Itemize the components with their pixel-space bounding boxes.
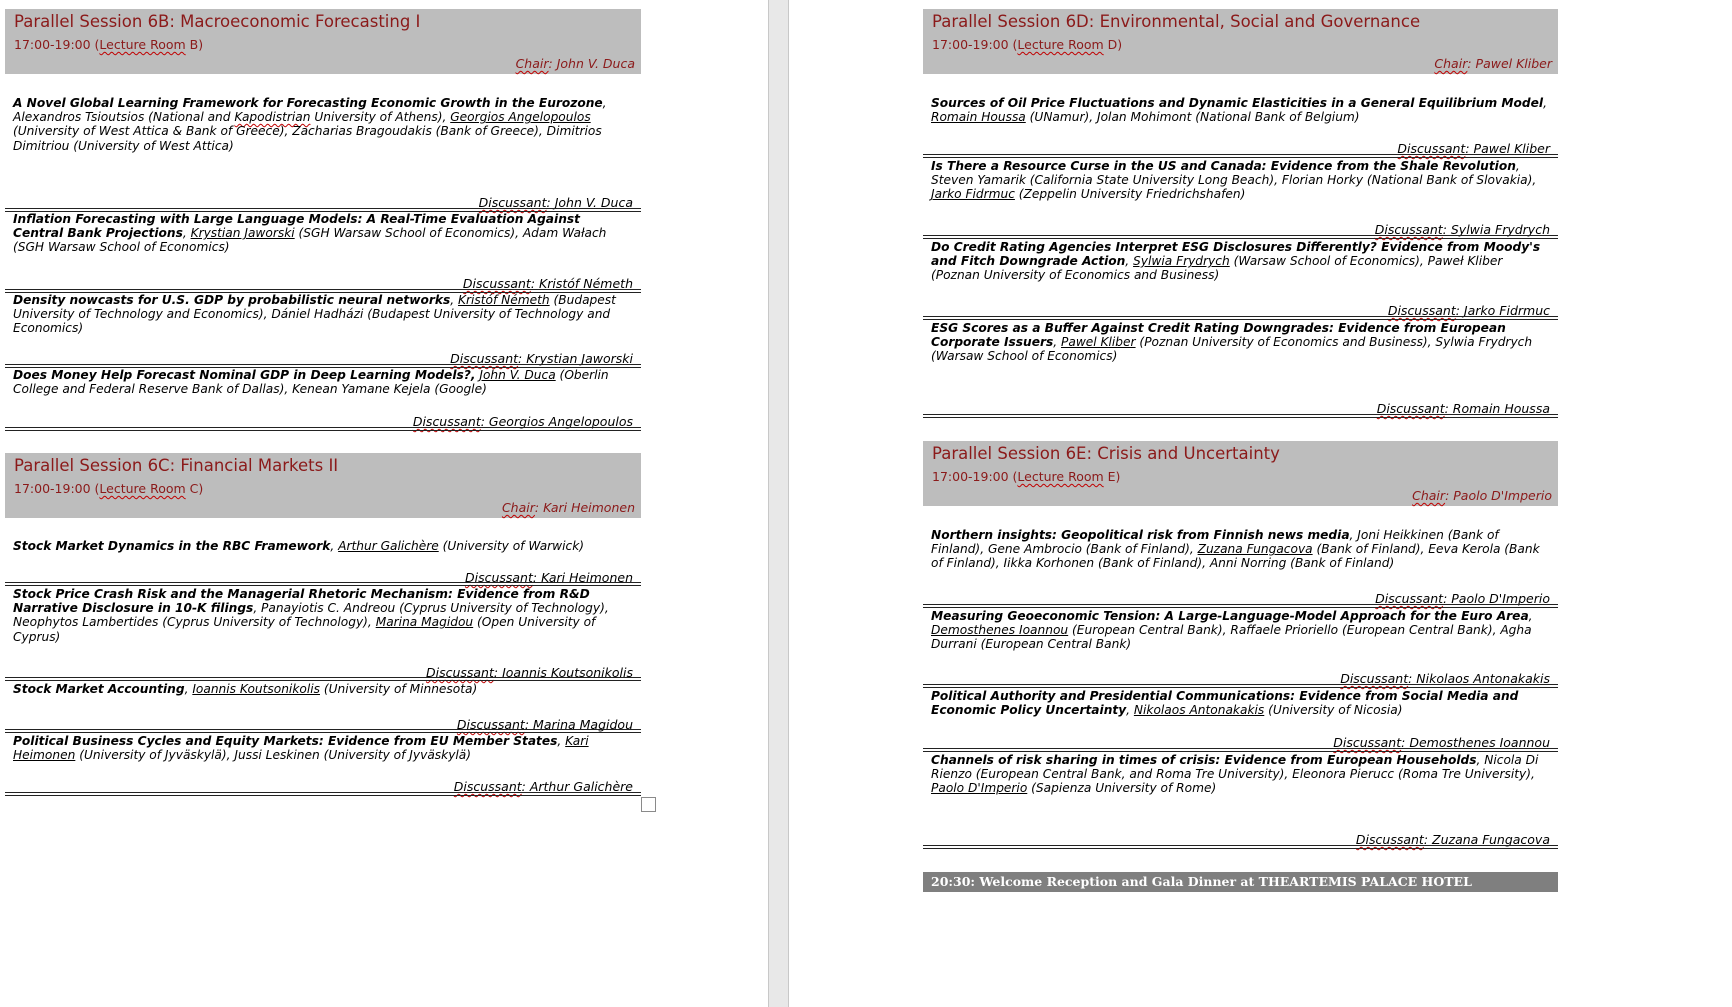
discussant: Discussant: Kristóf Németh [462,276,633,291]
presenter-name: Demosthenes Ioannou [931,623,1069,638]
session-6e [923,441,1558,861]
room-label: Lecture Room [99,481,186,496]
separator [923,684,1558,688]
room-label: Lecture Room [1017,37,1104,52]
paper-entry: Does Money Help Forecast Nominal GDP in Deep Learning Models?, John V. Duca (Oberlin College and Federal Reserve Bank of Dallas), Kenean Yamane Kejela (Google) [13,368,609,397]
paper-title: Does Money Help Forecast Nominal GDP in Deep Learning Models?, [13,368,476,382]
session-chair: Chair: Pawel Kliber [1434,56,1552,71]
paper-title: Inflation Forecasting with Large Language Models: A Real-Time Evaluation Against Central Bank Projections [13,212,580,241]
paper-title: Measuring Geoeconomic Tension: A Large-Language-Model Approach for the Euro Area [931,609,1529,623]
paper-entry: Stock Market Accounting, Ioannis Koutsonikolis (University of Minnesota) [13,682,478,696]
discussant: Discussant: Pawel Kliber [1397,141,1550,156]
presenter-name: Kari Heimonen [13,734,589,763]
session-chair: Chair: Kari Heimonen [501,500,635,515]
session-6b [5,9,641,429]
paper-entry: Political Business Cycles and Equity Markets: Evidence from EU Member States, Kari Heimonen (University of Jyväskylä), Jussi Leskinen (University of Jyväskylä) [13,734,589,763]
discussant: Discussant: Sylwia Frydrych [1374,222,1550,237]
paper-title: Northern insights: Geopolitical risk from Finnish news media [931,528,1350,542]
separator [5,792,641,796]
separator [923,154,1558,158]
session-header [923,441,1558,506]
separator [5,729,641,733]
paper-entry: Sources of Oil Price Fluctuations and Dynamic Elasticities in a General Equilibrium Model, Romain Houssa (UNamur), Jolan Mohimont (National Bank of Belgium) [931,96,1547,125]
discussant: Discussant: Demosthenes Ioannou [1333,735,1550,750]
discussant: Discussant: Marina Magidou [456,717,633,732]
presenter-name: Kristóf Németh [457,293,550,307]
discussant: Discussant: Paolo D'Imperio [1375,591,1550,606]
separator [923,845,1558,849]
paper-title: Sources of Oil Price Fluctuations and Dynamic Elasticities in a General Equilibrium Model [931,96,1544,110]
presenter-name: Arthur Galichère [338,539,439,553]
discussant: Discussant: Nikolaos Antonakakis [1340,671,1550,686]
presenter-name: Marina Magidou [375,615,474,630]
discussant: Discussant: Krystian Jaworski [450,351,633,366]
paper-entry: A Novel Global Learning Framework for Forecasting Economic Growth in the Eurozone, Alexandros Tsioutsios (National and Kapodistrian University of Athens), Georgios Angelopoulos (University of West Attica & Bank of Greece), Zacharias Bragoudakis (Bank of Greece), Dimitrios Dimitriou (University of West Attica) [13,96,607,153]
paper-title: ESG Scores as a Buffer Against Credit Rating Downgrades: Evidence from European Corporate Issuers [931,321,1506,350]
separator [923,604,1558,608]
paper-entry: Channels of risk sharing in times of crisis: Evidence from European Households, Nicola Di Rienzo (European Central Bank, and Roma Tre University), Eleonora Pierucc (Roma Tre University), Paolo D'Imperio (Sapienza University of Rome) [931,753,1539,796]
session-header [923,9,1558,74]
paper-title: Do Credit Rating Agencies Interpret ESG Disclosures Differently? Evidence from Moody's and Fitch Downgrade Action [931,240,1541,269]
session-title: Parallel Session 6B: Macroeconomic Forecasting I [14,12,421,31]
table-resize-handle[interactable] [641,797,656,812]
presenter-name: Krystian Jaworski [190,226,295,241]
session-chair: Chair: John V. Duca [515,56,635,71]
paper-title: Is There a Resource Curse in the US and Canada: Evidence from the Shale Revolution [931,159,1516,173]
separator [923,316,1558,320]
paper-entry: Measuring Geoeconomic Tension: A Large-Language-Model Approach for the Euro Area, Demosthenes Ioannou (European Central Bank), Raffaele Prioriello (European Central Bank), Agha Durrani (European Central Bank) [931,609,1533,652]
discussant: Discussant: John V. Duca [478,195,633,210]
separator [5,582,641,586]
session-chair: Chair: Paolo D'Imperio [1412,488,1552,503]
separator [5,677,641,681]
gala-dinner-banner: 20:30: Welcome Reception and Gala Dinner at THEARTEMIS PALACE HOTEL [923,872,1558,892]
paper-entry: Is There a Resource Curse in the US and Canada: Evidence from the Shale Revolution, Steven Yamarik (California State University Long Beach), Florian Horky (National Bank of Slovakia), Jarko Fidrmuc (Zeppelin University Friedrichshafen) [931,159,1537,202]
session-title: Parallel Session 6C: Financial Markets II [14,456,339,475]
session-time: 17:00-19:00 (Lecture Room D) [932,37,1123,52]
paper-entry: Northern insights: Geopolitical risk from Finnish news media, Joni Heikkinen (Bank of Finland), Gene Ambrocio (Bank of Finland), Zuzana Fungacova (Bank of Finland), Eeva Kerola (Bank of Finland), Iikka Korhonen (Bank of Finland), Anni Norring (Bank of Finland) [931,528,1540,571]
presenter-name: Paolo D'Imperio [931,781,1028,796]
session-header [5,9,641,74]
discussant: Discussant: Arthur Galichère [453,779,633,794]
paper-entry: Stock Price Crash Risk and the Managerial Rhetoric Mechanism: Evidence from R&D Narrative Disclosure in 10-K filings, Panayiotis C. Andreou (Cyprus University of Technology), Neophytos Lambertides (Cyprus University of Technology), Marina Magidou (Open University of Cyprus) [13,587,609,644]
presenter-name: Zuzana Fungacova [1197,542,1313,557]
session-title: Parallel Session 6E: Crisis and Uncertainty [932,444,1280,463]
paper-entry: Political Authority and Presidential Communications: Evidence from Social Media and Economic Policy Uncertainty, Nikolaos Antonakakis (University of Nicosia) [931,689,1519,718]
session-header [5,453,641,518]
paper-entry: Stock Market Dynamics in the RBC Framework, Arthur Galichère (University of Warwick) [13,539,585,553]
session-time: 17:00-19:00 (Lecture Room E) [932,469,1121,484]
discussant: Discussant: Ioannis Koutsonikolis [425,665,633,680]
session-time: 17:00-19:00 (Lecture Room C) [14,481,204,496]
presenter-name: Ioannis Koutsonikolis [192,682,320,696]
session-title: Parallel Session 6D: Environmental, Social and Governance [932,12,1421,31]
presenter-name: Romain Houssa [931,110,1026,125]
paper-title: A Novel Global Learning Framework for Forecasting Economic Growth in the Eurozone [13,96,603,110]
paper-title: Stock Market Dynamics in the RBC Framework [13,539,331,553]
presenter-name: Pawel Kliber [1061,335,1136,350]
paper-entry: Density nowcasts for U.S. GDP by probabilistic neural networks, Kristóf Németh (Budapest University of Technology and Economics), Dániel Hadházi (Budapest University of Technology and Economics) [13,293,616,336]
discussant: Discussant: Zuzana Fungacova [1355,832,1550,847]
presenter-name: Georgios Angelopoulos [450,110,591,125]
presenter-name: Nikolaos Antonakakis [1133,703,1265,718]
discussant: Discussant: Kari Heimonen [464,570,633,585]
session-time: 17:00-19:00 (Lecture Room B) [14,37,204,52]
paper-entry: Do Credit Rating Agencies Interpret ESG Disclosures Differently? Evidence from Moody's and Fitch Downgrade Action, Sylwia Frydrych (Warsaw School of Economics), Paweł Kliber (Poznan University of Economics and Business) [931,240,1541,283]
paper-title: Stock Market Accounting [13,682,185,696]
paper-title: Channels of risk sharing in times of crisis: Evidence from European Households [931,753,1477,767]
session-6d [923,9,1558,419]
paper-title: Stock Price Crash Risk and the Managerial Rhetoric Mechanism: Evidence from R&D Narrative Disclosure in 10-K filings [13,587,590,616]
paper-title: Political Authority and Presidential Communications: Evidence from Social Media and Economic Policy Uncertainty [931,689,1519,718]
paper-entry: Inflation Forecasting with Large Language Models: A Real-Time Evaluation Against Central Bank Projections, Krystian Jaworski (SGH Warsaw School of Economics), Adam Wałach (SGH Warsaw School of Economics) [13,212,607,255]
room-label: Lecture Room [99,37,186,52]
session-6c [5,453,641,798]
room-label: Lecture Room [1017,469,1104,484]
separator [923,748,1558,752]
discussant: Discussant: Romain Houssa [1376,401,1550,416]
presenter-name: Jarko Fidrmuc [931,187,1015,202]
discussant: Discussant: Georgios Angelopoulos [412,414,633,429]
presenter-name: Sylwia Frydrych [1133,254,1230,269]
discussant: Discussant: Jarko Fidrmuc [1387,303,1550,318]
separator [923,414,1558,418]
separator [923,235,1558,239]
paper-title: Density nowcasts for U.S. GDP by probabilistic neural networks [13,293,451,307]
paper-entry: ESG Scores as a Buffer Against Credit Rating Downgrades: Evidence from European Corporate Issuers, Pawel Kliber (Poznan University of Economics and Business), Sylwia Frydrych (Warsaw School of Economics) [931,321,1533,364]
page-gutter [768,0,789,1007]
presenter-name: John V. Duca [479,368,556,382]
separator [5,427,641,431]
paper-title: Political Business Cycles and Equity Markets: Evidence from EU Member States [13,734,558,748]
